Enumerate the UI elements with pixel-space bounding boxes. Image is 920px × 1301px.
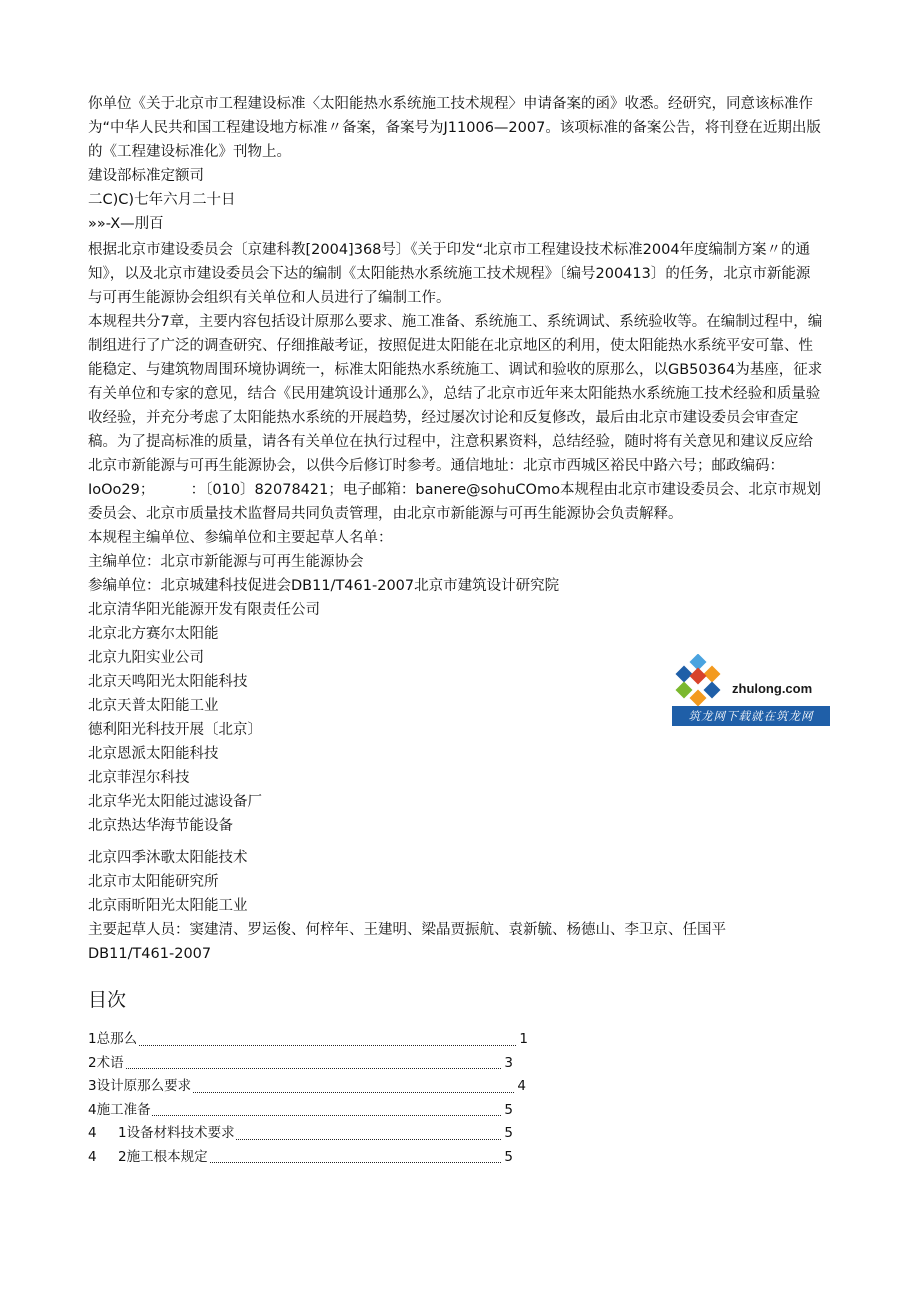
toc-entry[interactable]	[88, 1099, 513, 1123]
toc-entry-label: 4施工准备	[88, 1101, 151, 1118]
company-item: 北京热达华海节能设备	[88, 818, 233, 834]
zhulong-pinwheel-icon	[672, 654, 724, 706]
toc-leader-dots	[88, 1068, 501, 1069]
logo-banner: 筑龙网下载就在筑龙网	[672, 706, 830, 726]
toc-title: 目次	[88, 989, 127, 1011]
toc-leader-dots	[88, 1045, 516, 1046]
standard-number: DB11/T461-2007	[88, 946, 212, 962]
toc-entry-label: 2施工根本规定	[118, 1148, 208, 1165]
zhulong-logo[interactable]	[672, 654, 830, 726]
preface-paragraph-2: 本规程共分7章，主要内容包括设计原那么要求、施工准备、系统施工、系统调试、系统验收等。在编制过程中，编制组进行了广泛的调查研究、仔细推敲考证，按照促进太阳能在北京地区的利用，使太阳能热水系统平安可靠、性能稳定、与建筑物周围环境协调统一，标准太阳能热水系统施工、调试和验收的原那么，以GB50364为基座，征求有关单位和专家的意见，结合《民用建筑设计通那么》，总结了北京市近年来太阳能热水系统施工技术经验和质量验收经验，并充分考虑了太阳能热水系统的开展趋势，经过屡次讨论和反复修改，最后由北京市建设委员会审查定稿。为了提高标准的质量，请各有关单位在执行过程中，注意积累资料，总结经验，随时将有关意见和建议反应给北京市新能源与可再生能源协会，以供今后修订时参考。通信地址：北京市西城区裕民中路六号；邮政编码：IoOo29； ：〔010〕82078421；电子邮箱：banere@sohuCOmo本规程由北京市建设委员会、北京市规划委员会、北京市质量技术监督局共同负责管理，由北京市新能源与可再生能源协会负责解释。	[88, 314, 823, 522]
logo-site-text: zhulong.com	[732, 681, 813, 696]
preface-paragraph-1: 根据北京市建设委员会〔京建科教[2004]368号〕《关于印发“北京市工程建设技术标准2004年度编制方案〃的通知》，以及北京市建设委员会下达的编制《太阳能热水系统施工技术规程》〔编号200413〕的任务，北京市新能源与可再生能源协会组织有关单位和人员进行了编制工作。	[88, 242, 811, 306]
toc-entry-page: 3	[503, 1052, 513, 1076]
drafters-line: 主要起草人员：窦建清、罗运俊、何梓年、王建明、梁晶贾振航、袁新毓、杨德山、李卫京、任国平	[88, 922, 726, 938]
company-item: 北京清华阳光能源开发有限责任公司	[88, 602, 320, 618]
company-item: 北京四季沐歌太阳能技术	[88, 850, 248, 866]
table-of-contents	[88, 1028, 823, 1169]
toc-entry-chapter: 4	[88, 1125, 97, 1141]
toc-entry-label: 3设计原那么要求	[88, 1078, 192, 1094]
toc-entry[interactable]	[88, 1052, 513, 1076]
company-item: 北京华光太阳能过滤设备厂	[88, 794, 262, 810]
chief-unit-line: 主编单位：北京市新能源与可再生能源协会	[88, 554, 364, 570]
company-item: 北京天鸣阳光太阳能科技	[88, 674, 248, 690]
participants-heading: 本规程主编单位、参编单位和主要起草人名单：	[88, 530, 393, 546]
toc-entry-page: 5	[503, 1099, 513, 1123]
toc-entry[interactable]	[88, 1075, 526, 1099]
toc-entry-page: 1	[518, 1028, 528, 1052]
date-line: 二C)C)七年六月二十日	[88, 192, 236, 208]
toc-entry[interactable]	[88, 1146, 513, 1170]
company-item: 北京菲涅尔科技	[88, 770, 190, 786]
toc-entry[interactable]	[88, 1122, 513, 1146]
toc-entry-page: 5	[503, 1122, 513, 1146]
toc-entry-label: 2术语	[88, 1054, 124, 1071]
approval-paragraph: 你单位《关于北京市工程建设标准〈太阳能热水系统施工技术规程〉申请备案的函》收悉。经研究，同意该标准作为“中华人民共和国工程建设地方标准〃备案，备案号为J11006—2007。该项标准的备案公告，将刊登在近期出版的《工程建设标准化》刊物上。	[88, 96, 821, 160]
toc-entry-label: 1设备材料技术要求	[118, 1125, 235, 1141]
toc-entry-label: 1总那么	[88, 1031, 138, 1047]
company-item: 北京天普太阳能工业	[88, 698, 219, 714]
issuer-line: 建设部标准定额司	[88, 168, 204, 184]
company-item: 北京九阳实业公司	[88, 650, 204, 666]
co-units-line: 参编单位：北京城建科技促进会DB11/T461-2007北京市建筑设计研究院	[88, 578, 560, 594]
toc-entry-page: 4	[516, 1075, 526, 1099]
document-page	[88, 92, 823, 1169]
company-item: 北京北方赛尔太阳能	[88, 626, 219, 642]
toc-entry-page: 5	[503, 1146, 513, 1170]
company-list-2	[88, 846, 823, 918]
company-item: 北京雨昕阳光太阳能工业	[88, 898, 248, 914]
preface-heading: »»-X—刖百	[88, 216, 164, 232]
toc-entry[interactable]	[88, 1028, 528, 1052]
company-item: 北京恩派太阳能科技	[88, 746, 219, 762]
company-item: 北京市太阳能研究所	[88, 874, 219, 890]
company-item: 德利阳光科技开展〔北京〕	[88, 722, 262, 738]
toc-entry-chapter: 4	[88, 1148, 97, 1165]
